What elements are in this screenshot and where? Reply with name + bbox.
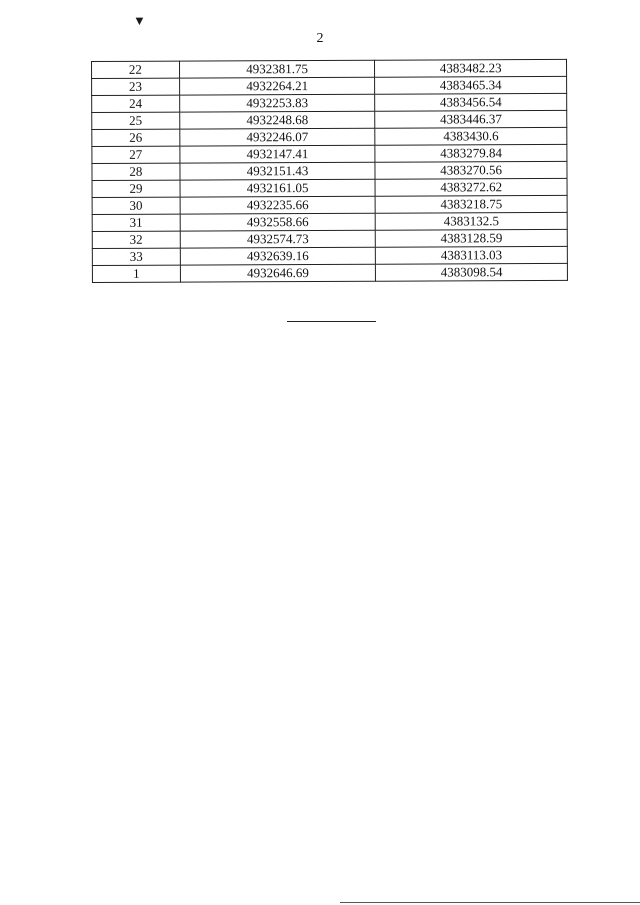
page-number: 2 bbox=[316, 31, 324, 46]
y-coordinate-cell: 4383272.62 bbox=[375, 178, 567, 196]
x-coordinate-cell: 4932253.83 bbox=[179, 94, 375, 112]
y-coordinate-cell: 4383456.54 bbox=[375, 93, 567, 111]
x-coordinate-cell: 4932161.05 bbox=[180, 179, 376, 197]
y-coordinate-cell: 4383482.23 bbox=[375, 59, 567, 77]
table-row bbox=[92, 144, 567, 163]
point-number-cell: 24 bbox=[92, 95, 180, 112]
point-number-cell: 27 bbox=[92, 146, 180, 163]
y-coordinate-cell: 4383465.34 bbox=[375, 76, 567, 94]
corner-mark-icon: ▼ bbox=[133, 13, 146, 28]
table-row bbox=[92, 263, 567, 282]
point-number-cell: 30 bbox=[92, 197, 180, 214]
x-coordinate-cell: 4932381.75 bbox=[179, 60, 375, 78]
x-coordinate-cell: 4932147.41 bbox=[180, 145, 376, 163]
x-coordinate-cell: 4932646.69 bbox=[180, 264, 376, 282]
x-coordinate-cell: 4932246.07 bbox=[180, 128, 376, 146]
y-coordinate-cell: 4383270.56 bbox=[375, 161, 567, 179]
table-row bbox=[92, 246, 567, 265]
page-bottom-edge bbox=[340, 902, 640, 903]
coordinates-table bbox=[91, 59, 568, 283]
table-row bbox=[92, 59, 567, 78]
x-coordinate-cell: 4932248.68 bbox=[179, 111, 375, 129]
table-row bbox=[92, 110, 567, 129]
y-coordinate-cell: 4383113.03 bbox=[376, 246, 568, 264]
point-number-cell: 31 bbox=[92, 214, 180, 231]
y-coordinate-cell: 4383132.5 bbox=[376, 212, 568, 230]
point-number-cell: 32 bbox=[92, 231, 180, 248]
x-coordinate-cell: 4932639.16 bbox=[180, 247, 376, 265]
table-row bbox=[92, 229, 567, 248]
x-coordinate-cell: 4932574.73 bbox=[180, 230, 376, 248]
y-coordinate-cell: 4383430.6 bbox=[375, 127, 567, 145]
x-coordinate-cell: 4932235.66 bbox=[180, 196, 376, 214]
point-number-cell: 25 bbox=[92, 112, 180, 129]
y-coordinate-cell: 4383446.37 bbox=[375, 110, 567, 128]
table-row bbox=[92, 127, 567, 146]
point-number-cell: 29 bbox=[92, 180, 180, 197]
table-row bbox=[92, 178, 567, 197]
point-number-cell: 23 bbox=[92, 78, 180, 95]
table-row bbox=[92, 76, 567, 95]
x-coordinate-cell: 4932151.43 bbox=[180, 162, 376, 180]
table-row bbox=[92, 212, 567, 231]
table-row bbox=[92, 93, 567, 112]
end-separator-line bbox=[287, 321, 376, 322]
y-coordinate-cell: 4383218.75 bbox=[375, 195, 567, 213]
point-number-cell: 22 bbox=[92, 61, 180, 78]
y-coordinate-cell: 4383279.84 bbox=[375, 144, 567, 162]
point-number-cell: 26 bbox=[92, 129, 180, 146]
point-number-cell: 1 bbox=[92, 265, 180, 282]
point-number-cell: 28 bbox=[92, 163, 180, 180]
x-coordinate-cell: 4932558.66 bbox=[180, 213, 376, 231]
table-row bbox=[92, 195, 567, 214]
point-number-cell: 33 bbox=[92, 248, 180, 265]
table-row bbox=[92, 161, 567, 180]
y-coordinate-cell: 4383098.54 bbox=[376, 263, 568, 281]
y-coordinate-cell: 4383128.59 bbox=[376, 229, 568, 247]
x-coordinate-cell: 4932264.21 bbox=[179, 77, 375, 95]
